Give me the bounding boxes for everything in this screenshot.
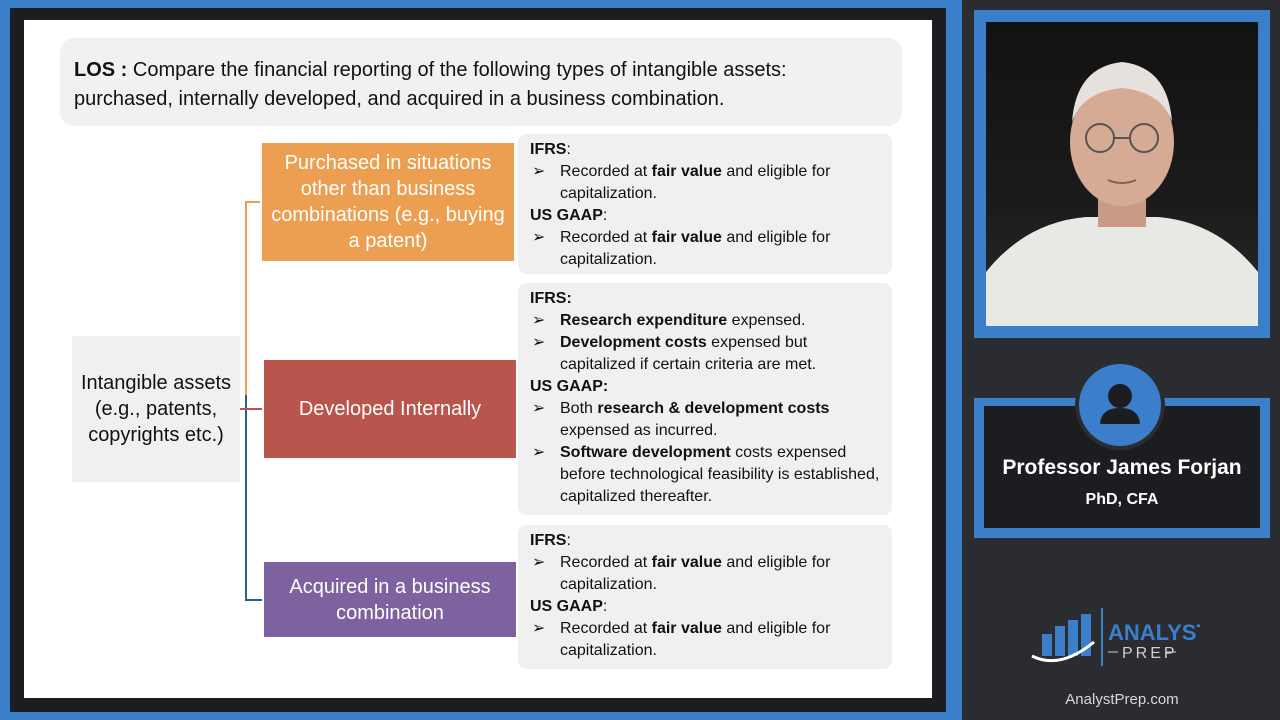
logo-line2: PREP	[1122, 645, 1178, 662]
category-developed	[264, 360, 516, 458]
presenter-video-frame	[974, 10, 1270, 338]
gaap-heading: US GAAP:	[530, 598, 608, 615]
logo-line1: ANALYST	[1108, 620, 1200, 645]
detail-purchased	[518, 134, 892, 274]
category-purchased-label: Purchased in situations other than business combinations (e.g., buying a patent)	[271, 152, 505, 252]
detail-developed	[518, 283, 892, 515]
bullet-item: ➢ Development costs expensed but capitalized if certain criteria are met.	[530, 332, 880, 376]
detail-acquired	[518, 525, 892, 669]
arrow-bullet-icon: ➢	[532, 554, 546, 571]
category-acquired	[264, 562, 516, 637]
bullet-item: ➢ Both research & development costs expensed as incurred.	[530, 398, 880, 442]
arrow-bullet-icon: ➢	[532, 163, 546, 180]
los-text: Compare the financial reporting of the following types of intangible assets: purchased, internally developed, and acquired in a business combination.	[74, 59, 787, 110]
arrow-bullet-icon: ➢	[532, 620, 546, 637]
arrow-bullet-icon: ➢	[532, 312, 546, 329]
arrow-bullet-icon: ➢	[532, 400, 546, 417]
ifrs-heading: IFRS:	[530, 290, 572, 307]
arrow-bullet-icon: ➢	[532, 334, 546, 351]
intangible-assets-label: Intangible assets (e.g., patents, copyrights etc.)	[80, 372, 232, 446]
category-developed-label: Developed Internally	[298, 398, 482, 420]
slide	[24, 20, 932, 698]
bullet-item: ➢ Recorded at fair value and eligible for capitalization.	[530, 618, 880, 662]
bullet-item: ➢ Software development costs expensed before technological feasibility is established, capitalized thereafter.	[530, 442, 880, 508]
presenter-credentials: PhD, CFA	[1085, 491, 1159, 508]
bullet-item: ➢ Recorded at fair value and eligible for capitalization.	[530, 552, 880, 596]
ifrs-heading: IFRS:	[530, 141, 571, 158]
bullet-item: ➢ Recorded at fair value and eligible for capitalization.	[530, 227, 880, 271]
bullet-item: ➢ Research expenditure expensed.	[530, 310, 880, 332]
presenter-silhouette	[986, 22, 1258, 326]
category-acquired-label: Acquired in a business combination	[289, 575, 491, 624]
analystprep-logo	[1030, 606, 1200, 677]
bullet-item: ➢ Recorded at fair value and eligible for capitalization.	[530, 161, 880, 205]
presenter-video	[986, 22, 1258, 326]
category-purchased	[262, 143, 514, 261]
bar-chart-logo-icon	[1030, 606, 1200, 672]
presenter-name: Professor James Forjan	[1002, 456, 1242, 479]
gaap-heading: US GAAP:	[530, 378, 609, 395]
site-url: AnalystPrep.com	[1065, 691, 1179, 708]
intangible-assets-box	[72, 336, 240, 482]
los-prefix: LOS :	[74, 59, 128, 81]
avatar	[1075, 360, 1165, 450]
arrow-bullet-icon: ➢	[532, 444, 546, 461]
ifrs-heading: IFRS:	[530, 532, 571, 549]
arrow-bullet-icon: ➢	[532, 229, 546, 246]
user-icon	[1079, 364, 1161, 446]
gaap-heading: US GAAP:	[530, 207, 608, 224]
